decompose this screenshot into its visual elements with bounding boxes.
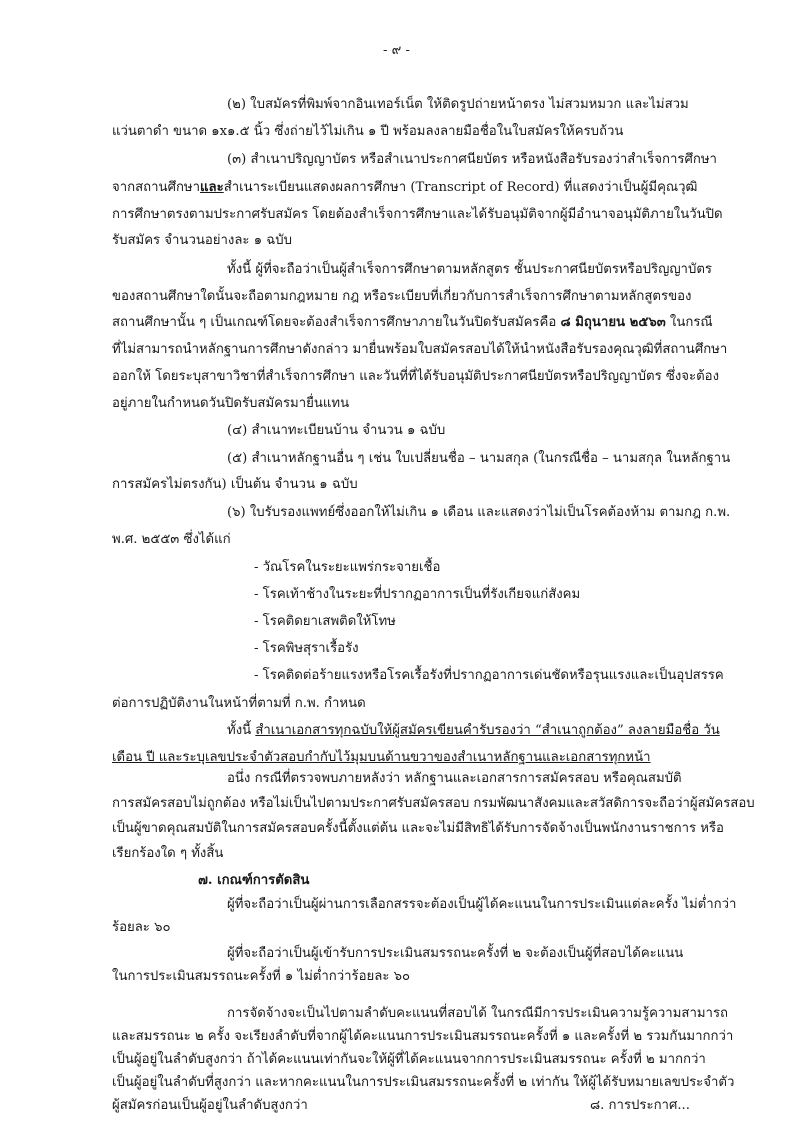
note2-line2: เดือน ปี และระบุเลขประจำตัวสอบกำกับไว้มุมบนด้านขวาของสำเนาหลักฐานและเอกสารทุกหน้า [112, 750, 651, 765]
note1-line5: ออกให้ โดยระบุสาขาวิชาที่สำเร็จการศึกษา และวันที่ที่ได้รับอนุมัติประกาศนียบัตรหรือปริญญาบัตร ซึ่งจะต้อง [112, 369, 720, 384]
item5-line1: (๕) สำเนาหลักฐานอื่น ๆ เช่น ใบเปลี่ยนชื่อ – นามสกุล (ในกรณีชื่อ – นามสกุล ในหลักฐาน [227, 451, 731, 466]
page-number: - ๙ - [383, 43, 410, 58]
item2-line2: แว่นตาดำ ขนาด ๑x๑.๕ นิ้ว ซึ่งถ่ายไว้ไม่เกิน ๑ ปี พร้อมลงลายมือชื่อในใบสมัครให้ครบถ้วน [112, 124, 624, 139]
disease-item: - โรคติดต่อร้ายแรงหรือโรคเรื้อรังที่ปรากฏอาการเด่นชัดหรือรุนแรงและเป็นอุปสรรค [254, 668, 724, 683]
disease-item: - โรคติดยาเสพติดให้โทษ [254, 614, 396, 629]
note1-line2: ของสถานศึกษาใดนั้นจะถือตามกฎหมาย กฎ หรือระเบียบที่เกี่ยวกับการสำเร็จการศึกษาตามหลักสูตรของ [112, 289, 692, 304]
item5-line2: การสมัครไม่ตรงกัน) เป็นต้น จำนวน ๑ ฉบับ [112, 477, 358, 492]
note3-line3: เป็นผู้ขาดคุณสมบัติในการสมัครสอบครั้งนี้ตั้งแต่ต้น และจะไม่มีสิทธิได้รับการจัดจ้างเป็นพนักงานราชการ หรือ [112, 821, 724, 836]
criteria3-line2: และสมรรถนะ ๒ ครั้ง จะเรียงลำดับที่จากผู้ได้คะแนนการประเมินสมรรถนะครั้งที่ ๑ และครั้งที่ ๒ รวมกันมากกว่า [112, 1029, 734, 1044]
item3-line2: จากสถานศึกษาและสำเนาระเบียนแสดงผลการศึกษา (Transcript of Record) ที่แสดงว่าเป็นผู้มีคุณวุฒิ [112, 180, 698, 195]
criteria3-line3: เป็นผู้อยู่ในลำดับสูงกว่า ถ้าได้คะแนนเท่ากันจะให้ผู้ที่ได้คะแนนจากการประเมินสมรรถนะ ครั้งที่ ๒ มากกว่า [112, 1052, 706, 1067]
item6-line2: พ.ศ. ๒๕๕๓ ซึ่งได้แก่ [112, 532, 231, 547]
continuation-marker: ๘. การประกาศ... [590, 1098, 690, 1113]
note1-line4: ที่ไม่สามารถนำหลักฐานการศึกษาดังกล่าว มายื่นพร้อมใบสมัครสอบได้ให้นำหนังสือรับรองคุณวุฒิที่สถานศึกษา [112, 342, 728, 357]
item4: (๔) สำเนาทะเบียนบ้าน จำนวน ๑ ฉบับ [227, 423, 446, 438]
note2-line1: ทั้งนี้ สำเนาเอกสารทุกฉบับให้ผู้สมัครเขียนคำรับรองว่า “สำเนาถูกต้อง” ลงลายมือชื่อ วัน [227, 723, 720, 738]
item6-line1: (๖) ใบรับรองแพทย์ซึ่งออกให้ไม่เกิน ๑ เดือน และแสดงว่าไม่เป็นโรคต้องห้าม ตามกฎ ก.พ. [227, 505, 731, 520]
note3-line4: เรียกร้องใด ๆ ทั้งสิ้น [112, 846, 224, 861]
diseases-continuation: ต่อการปฏิบัติงานในหน้าที่ตามที่ ก.พ. กำหนด [112, 696, 366, 711]
criteria2-line2: ในการประเมินสมรรถนะครั้งที่ ๑ ไม่ต่ำกว่าร้อยละ ๖๐ [112, 969, 411, 984]
note3-line2: การสมัครสอบไม่ถูกต้อง หรือไม่เป็นไปตามประกาศรับสมัครสอบ กรมพัฒนาสังคมและสวัสดิการจะถือว่าผู้สมัครสอบ [112, 796, 755, 811]
criteria1-line2: ร้อยละ ๖๐ [112, 920, 171, 935]
section7-title: ๗. เกณฑ์การตัดสิน [198, 873, 310, 888]
criteria3-line1: การจัดจ้างจะเป็นไปตามลำดับคะแนนที่สอบได้ ในกรณีมีการประเมินความรู้ความสามารถ [227, 1006, 729, 1021]
disease-item: - โรคพิษสุราเรื้อรัง [254, 641, 359, 656]
criteria3-line5: ผู้สมัครก่อนเป็นผู้อยู่ในลำดับสูงกว่า [112, 1098, 308, 1113]
note3-line1: อนึ่ง กรณีที่ตรวจพบภายหลังว่า หลักฐานและเอกสารการสมัครสอบ หรือคุณสมบัติ [227, 771, 682, 786]
criteria3-line4: เป็นผู้อยู่ในลำดับที่สูงกว่า และหากคะแนนในการประเมินสมรรถนะครั้งที่ ๒ เท่ากัน ให้ผู้ได้รับหมายเลขประจำตัว [112, 1075, 735, 1090]
note1-line3: สถานศึกษานั้น ๆ เป็นเกณฑ์โดยจะต้องสำเร็จการศึกษาภายในวันปิดรับสมัครคือ ๘ มิถุนายน ๒๕๖๓ ในกรณี [112, 315, 713, 330]
disease-item: - วัณโรคในระยะแพร่กระจายเชื้อ [254, 560, 441, 575]
disease-item: - โรคเท้าช้างในระยะที่ปรากฏอาการเป็นที่รังเกียจแก่สังคม [254, 587, 581, 602]
item2-line1: (๒) ใบสมัครที่พิมพ์จากอินเทอร์เน็ต ให้ติดรูปถ่ายหน้าตรง ไม่สวมหมวก และไม่สวม [227, 97, 689, 112]
criteria2-line1: ผู้ที่จะถือว่าเป็นผู้เข้ารับการประเมินสมรรถนะครั้งที่ ๒ จะต้องเป็นผู้ที่สอบได้คะแนน [227, 946, 684, 961]
note1-line1: ทั้งนี้ ผู้ที่จะถือว่าเป็นผู้สำเร็จการศึกษาตามหลักสูตร ชั้นประกาศนียบัตรหรือปริญญาบัตร [227, 262, 712, 277]
item3-line4: รับสมัคร จำนวนอย่างละ ๑ ฉบับ [112, 233, 292, 248]
note1-line6: อยู่ภายในกำหนดวันปิดรับสมัครมายื่นแทน [112, 396, 350, 411]
criteria1-line1: ผู้ที่จะถือว่าเป็นผู้ผ่านการเลือกสรรจะต้องเป็นผู้ได้คะแนนในการประเมินแต่ละครั้ง ไม่ต่ำกว่า [227, 897, 737, 912]
item3-line3: การศึกษาตรงตามประกาศรับสมัคร โดยต้องสำเร็จการศึกษาและได้รับอนุมัติจากผู้มีอำนาจอนุมัติภายในวันปิด [112, 207, 723, 222]
item3-line1: (๓) สำเนาปริญญาบัตร หรือสำเนาประกาศนียบัตร หรือหนังสือรับรองว่าสำเร็จการศึกษา [227, 152, 717, 167]
